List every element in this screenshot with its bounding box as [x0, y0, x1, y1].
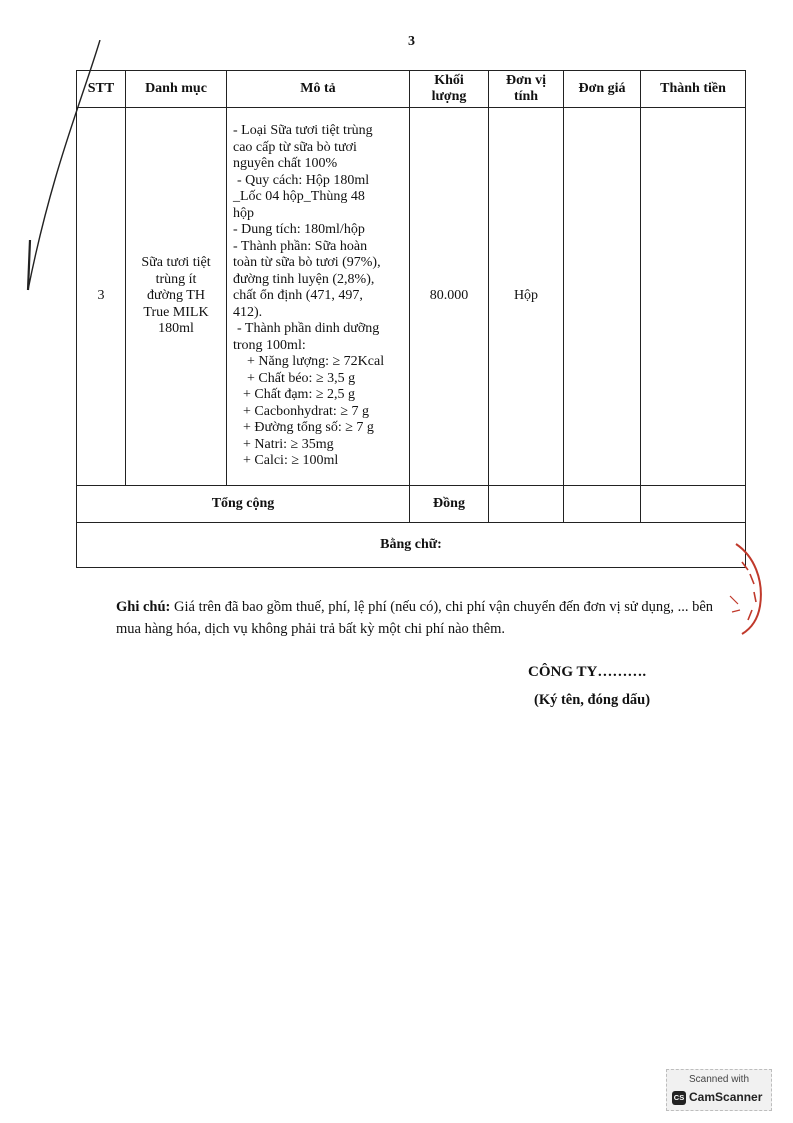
mo-ta-line: 412).	[233, 304, 263, 320]
note-text: Giá trên đã bao gồm thuế, phí, lệ phí (nếu có), chi phí vận chuyển đến đơn vị sử dụng, ... bên mua hàng hóa, dịch vụ không phải trả bất kỳ một chi phí nào thêm.	[116, 599, 714, 637]
mo-ta-line: + Năng lượng: ≥ 72Kcal	[247, 354, 385, 370]
mo-ta-line: + Đường tổng số: ≥ 7 g	[243, 420, 374, 436]
mo-ta-line: + Chất đạm: ≥ 2,5 g	[243, 387, 356, 403]
mo-ta-line: - Thành phần dinh dưỡng	[237, 321, 380, 337]
camscanner-brand: CamScanner	[689, 1090, 763, 1104]
total-row	[77, 486, 746, 523]
mo-ta-line: - Thành phần: Sữa hoàn	[233, 238, 368, 254]
mo-ta-line: + Calci: ≥ 100ml	[243, 453, 339, 469]
mo-ta-line: + Chất béo: ≥ 3,5 g	[247, 370, 356, 386]
cell-don-vi: Hộp	[489, 108, 564, 486]
camscanner-top-text: Scanned with	[688, 1074, 750, 1085]
header-khoi-luong	[410, 71, 489, 108]
cell-stt: 3	[77, 108, 126, 486]
total-unit: Đồng	[410, 486, 489, 523]
total-cell-empty	[641, 486, 746, 523]
red-seal-stamp-fragment	[728, 540, 768, 636]
cell-mo-ta	[227, 108, 410, 486]
signature-hint: (Ký tên, đóng dấu)	[534, 692, 651, 708]
header-don-vi-line2: tính	[513, 89, 539, 104]
mo-ta-line: hộp	[233, 205, 254, 221]
cell-don-gia	[564, 108, 641, 486]
company-signature-title: CÔNG TY……….	[528, 664, 647, 680]
page-number: 3	[408, 34, 415, 49]
danh-muc-line: 180ml	[158, 321, 194, 337]
mo-ta-line: _Lốc 04 hộp_Thùng 48	[233, 189, 365, 205]
camscanner-watermark	[666, 1069, 772, 1111]
cell-khoi-luong: 80.000	[410, 108, 489, 486]
mo-ta-line: + Natri: ≥ 35mg	[243, 436, 334, 452]
cell-thanh-tien	[641, 108, 746, 486]
mo-ta-line: chất ổn định (471, 497,	[233, 288, 363, 304]
total-cell-empty	[489, 486, 564, 523]
mo-ta-line: cao cấp từ sữa bò tươi	[233, 139, 357, 155]
mo-ta-line: toàn từ sữa bò tươi (97%),	[233, 255, 381, 271]
header-stt: STT	[77, 71, 126, 108]
camscanner-logo-icon: CS	[672, 1091, 686, 1105]
product-table	[76, 70, 746, 568]
danh-muc-line: True MILK	[143, 304, 209, 320]
header-khoi-luong-line1: Khối	[434, 72, 464, 88]
danh-muc-line: đường TH	[147, 288, 205, 304]
table-header-row	[77, 71, 746, 108]
mo-ta-line: - Quy cách: Hộp 180ml	[237, 172, 370, 188]
header-don-vi-line1: Đơn vị	[505, 72, 547, 88]
header-don-vi	[489, 71, 564, 108]
note-paragraph	[116, 596, 726, 640]
header-danh-muc: Danh mục	[126, 71, 227, 108]
cell-danh-muc	[126, 108, 227, 486]
total-cell-empty	[564, 486, 641, 523]
mo-ta-line: trong 100ml:	[233, 337, 306, 353]
note-label: Ghi chú:	[116, 599, 171, 615]
header-don-gia: Đơn giá	[564, 71, 641, 108]
total-label: Tổng cộng	[77, 486, 410, 523]
header-khoi-luong-line2: lượng	[431, 89, 467, 104]
danh-muc-line: Sữa tươi tiệt	[141, 255, 211, 271]
danh-muc-line: trùng ít	[155, 271, 197, 287]
in-words-row	[77, 523, 746, 568]
header-mo-ta: Mô tả	[227, 71, 410, 108]
in-words-label: Bằng chữ:	[77, 523, 746, 568]
header-thanh-tien: Thành tiền	[641, 71, 746, 108]
mo-ta-line: - Loại Sữa tươi tiệt trùng	[233, 123, 373, 139]
mo-ta-line: nguyên chất 100%	[233, 156, 338, 172]
mo-ta-line: - Dung tích: 180ml/hộp	[233, 222, 365, 238]
mo-ta-line: đường tinh luyện (2,8%),	[233, 271, 375, 287]
table-row	[77, 108, 746, 486]
mo-ta-line: + Cacbonhydrat: ≥ 7 g	[243, 403, 369, 419]
